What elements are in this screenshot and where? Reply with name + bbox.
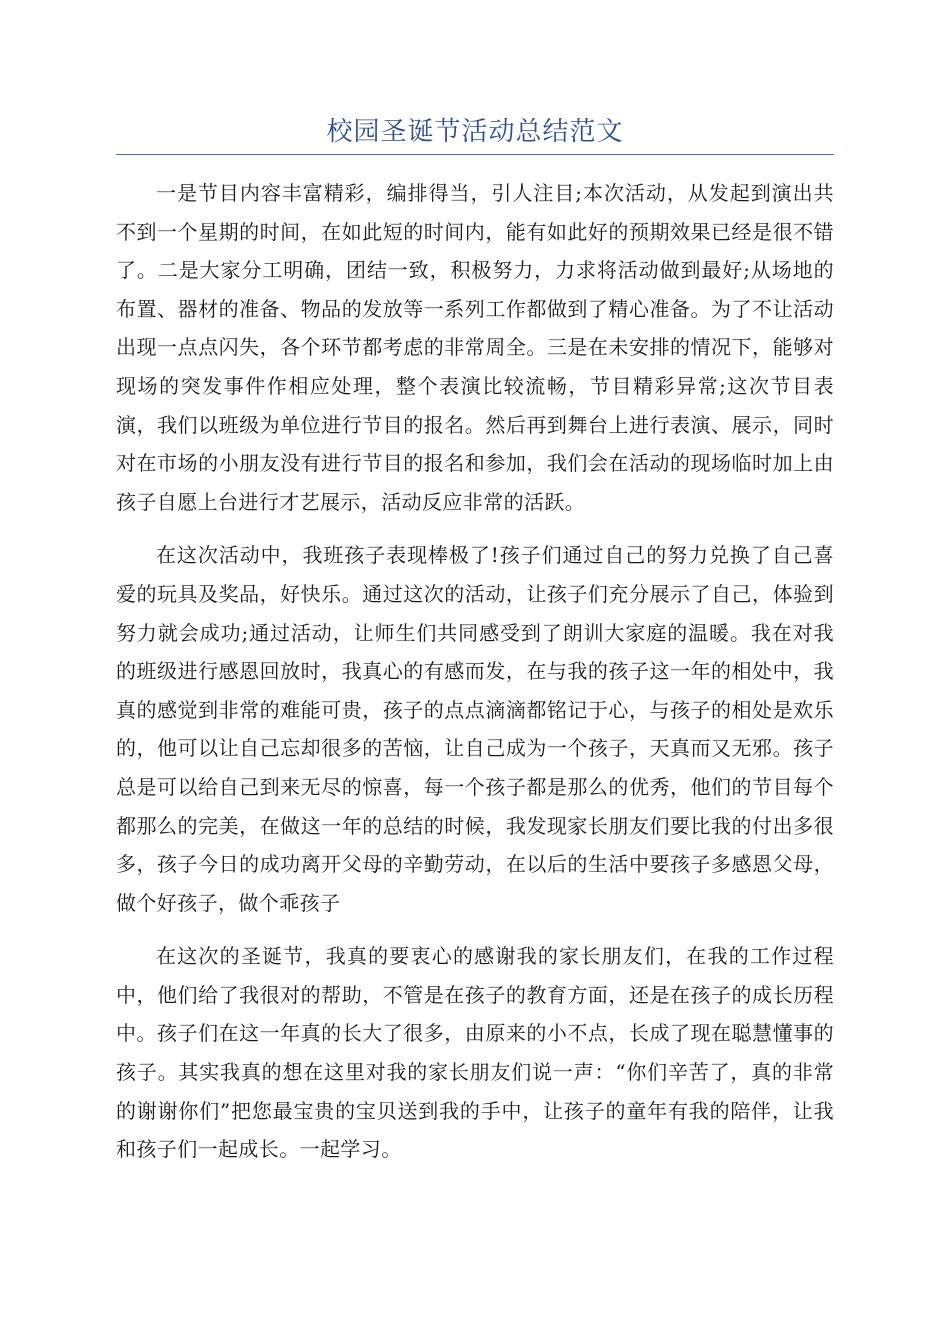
title-underline [116,154,834,155]
paragraph-1: 一是节目内容丰富精彩，编排得当，引人注目;本次活动，从发起到演出共不到一个星期的时间，在如此短的时间内，能有如此好的预期效果已经是很不错了。二是大家分工明确，团结一致，积极努力，力求将活动做到最好;从场地的布置、器材的准备、物品的发放等一系列工作都做到了精心准备。为了不让活动出现一点点闪失，各个环节都考虑的非常周全。三是在未安排的情况下，能够对现场的突发事件作相应处理，整个表演比较流畅，节目精彩异常;这次节目表演，我们以班级为单位进行节目的报名。然后再到舞台上进行表演、展示，同时对在市场的小朋友没有进行节目的报名和参加，我们会在活动的现场临时加上由孩子自愿上台进行才艺展示，活动反应非常的活跃。 [116,181,834,514]
paragraph-3: 在这次的圣诞节，我真的要衷心的感谢我的家长朋友们，在我的工作过程中，他们给了我很对的帮助，不管是在孩子的教育方面，还是在孩子的成长历程中。孩子们在这一年真的长大了很多，由原来的小不点，长成了现在聪慧懂事的孩子。其实我真的想在这里对我的家长朋友们说一声：“你们辛苦了，真的非常的谢谢你们”把您最宝贵的宝贝送到我的手中，让孩子的童年有我的陪伴，让我和孩子们一起成长。一起学习。 [116,944,834,1162]
paragraph-2: 在这次活动中，我班孩子表现棒极了!孩子们通过自己的努力兑换了自己喜爱的玩具及奖品，好快乐。通过这次的活动，让孩子们充分展示了自己，体验到努力就会成功;通过活动，让师生们共同感受到了朗训大家庭的温暖。我在对我的班级进行感恩回放时，我真心的有感而发，在与我的孩子这一年的相处中，我真的感觉到非常的难能可贵，孩子的点点滴滴都铭记于心，与孩子的相处是欢乐的，他可以让自己忘却很多的苦恼，让自己成为一个孩子，天真而又无邪。孩子总是可以给自己到来无尽的惊喜，每一个孩子都是那么的优秀，他们的节目每个都那么的完美，在做这一年的总结的时候，我发现家长朋友们要比我的付出多很多，孩子今日的成功离开父母的辛勤劳动，在以后的生活中要孩子多感恩父母，做个好孩子，做个乖孩子 [116,543,834,915]
document-body [116,174,834,1184]
document-title: 校园圣诞节活动总结范文 [326,117,624,147]
